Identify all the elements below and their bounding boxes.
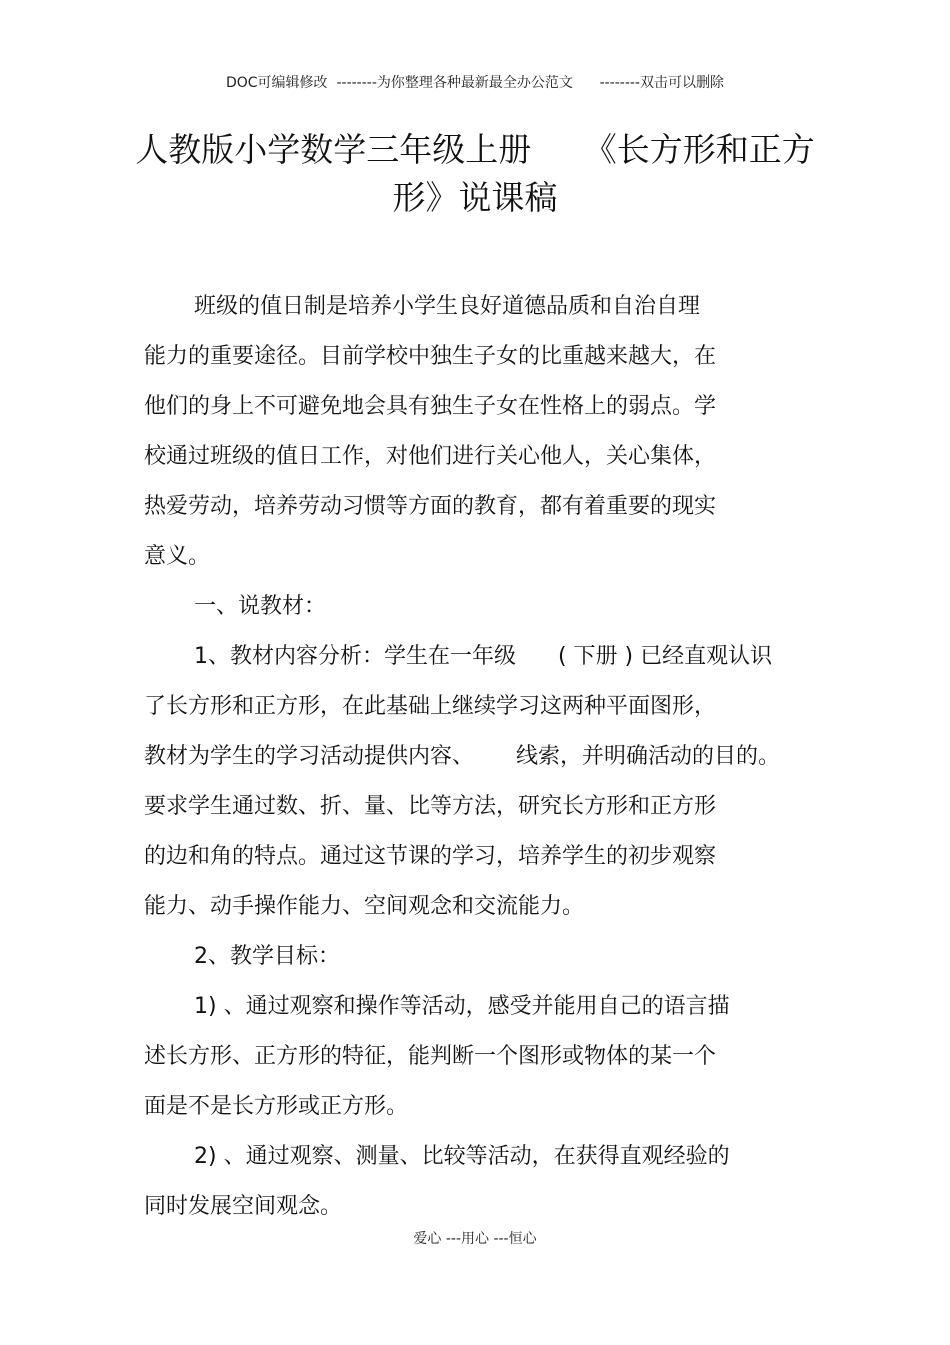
paragraph-line: 教材为学生的学习活动提供内容、 线索，并明确活动的目的。 — [144, 744, 780, 769]
paragraph-line: 班级的值日制是培养小学生良好道德品质和自治自理 — [194, 294, 701, 319]
paragraph-line: 面是不是长方形或正方形。 — [144, 1094, 409, 1119]
document-title-line-1: 人教版小学数学三年级上册 《长方形和正方 — [135, 130, 815, 169]
paragraph-line: 意义。 — [144, 544, 211, 569]
paragraph-line: 的边和角的特点。通过这节课的学习，培养学生的初步观察 — [144, 844, 717, 869]
page-header: DOC可编辑修改 --------为你整理各种最新最全办公范文 --------双击可以删除 — [225, 75, 724, 91]
paragraph-line: 能力的重要途径。目前学校中独生子女的比重越来越大，在 — [144, 344, 717, 369]
page-footer: 爱心 ---用心 ---恒心 — [413, 1231, 537, 1247]
paragraph-line: 1) 、通过观察和操作等活动，感受并能用自己的语言描 — [194, 994, 730, 1019]
paragraph-line: 述长方形、正方形的特征，能判断一个图形或物体的某一个 — [144, 1044, 717, 1069]
section-heading: 一、说教材： — [194, 594, 327, 619]
paragraph-line: 校通过班级的值日工作，对他们进行关心他人，关心集体， — [144, 444, 717, 469]
paragraph-line: 能力、动手操作能力、空间观念和交流能力。 — [144, 894, 585, 919]
paragraph-line: 2) 、通过观察、测量、比较等活动，在获得直观经验的 — [194, 1144, 730, 1169]
paragraph-line: 要求学生通过数、折、量、比等方法，研究长方形和正方形 — [144, 794, 717, 819]
paragraph-line: 同时发展空间观念。 — [144, 1194, 343, 1219]
paragraph-line: 热爱劳动，培养劳动习惯等方面的教育，都有着重要的现实 — [144, 494, 717, 519]
paragraph-line: 1、教材内容分析：学生在一年级 ( 下册 ) 已经直观认识 — [194, 644, 773, 669]
paragraph-line: 他们的身上不可避免地会具有独生子女在性格上的弱点。学 — [144, 394, 717, 419]
section-heading: 2、教学目标： — [194, 944, 340, 969]
document-title-line-2: 形》说课稿 — [392, 178, 558, 217]
paragraph-line: 了长方形和正方形，在此基础上继续学习这两种平面图形， — [144, 694, 717, 719]
